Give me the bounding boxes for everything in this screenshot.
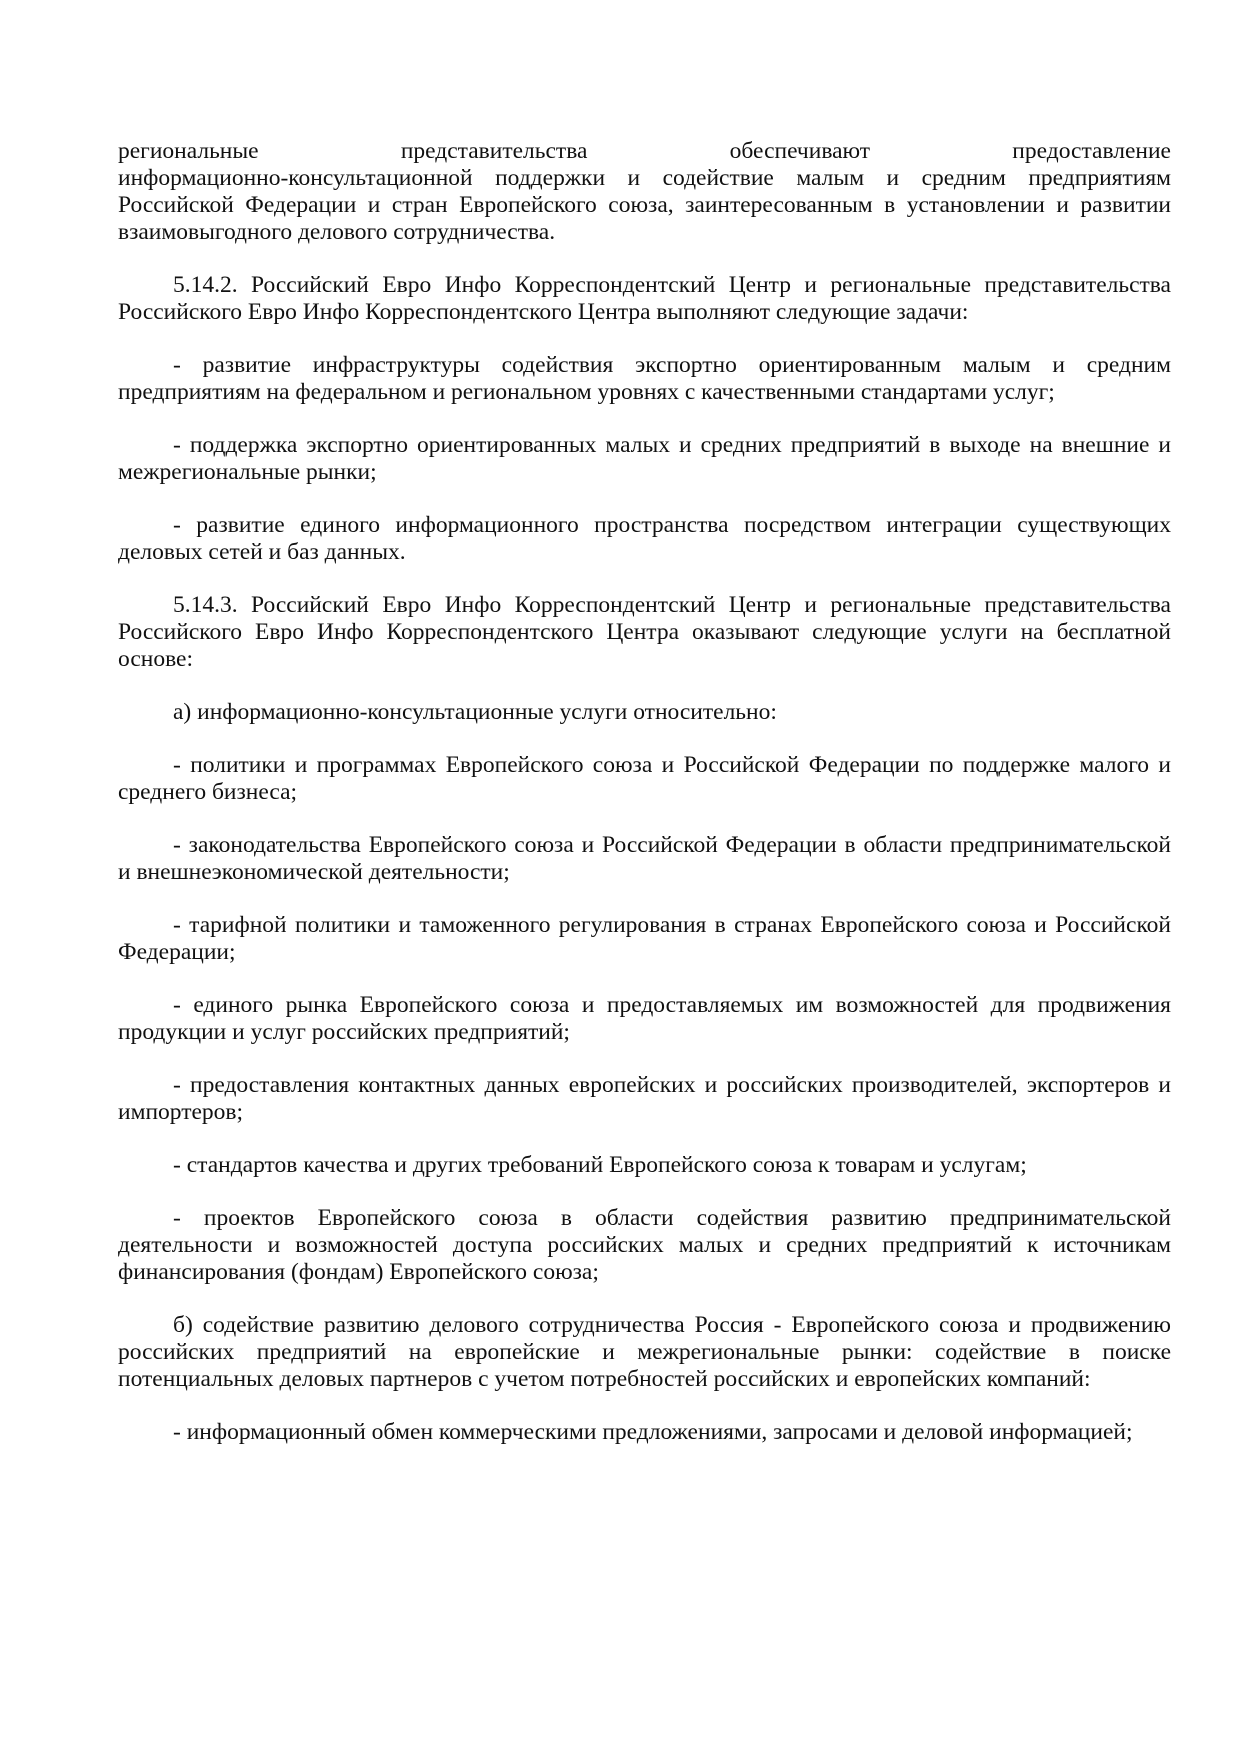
subsection-a: а) информационно-консультационные услуги относительно: [173, 699, 777, 725]
section-5-14-2: 5.14.2. Российский Евро Инфо Корреспондентский Центр и региональные представительства Российского Евро Инфо Корреспондентского Центра выполняют следующие задачи: [118, 272, 1171, 325]
section-5-14-3: 5.14.3. Российский Евро Инфо Корреспондентский Центр и региональные представительства Российского Евро Инфо Корреспондентского Центра оказывают следующие услуги на бесплатной основе: [118, 592, 1171, 672]
service-item-projects: - проектов Европейского союза в области содействия развитию предпринимательской деятельности и возможностей доступа российских малых и средних предприятий к источникам финансирования (фондам) Европейского союза; [118, 1205, 1171, 1285]
paragraph-first-line: региональные представительства обеспечивают предоставление [118, 138, 1171, 164]
paragraph-rest: информационно-консультационной поддержки и содействие малым и средним предприятиям Российской Федерации и стран Европейского союза, заинтересованным в установлении и развитии взаимовыгодного делового сотрудничества. [118, 165, 1171, 245]
service-item-contacts: - предоставления контактных данных европейских и российских производителей, экспортеров и импортеров; [118, 1072, 1171, 1125]
subsection-b: б) содействие развитию делового сотрудничества Россия - Европейского союза и продвижению российских предприятий на европейские и межрегиональные рынки: содействие в поиске потенциальных деловых партнеров с учетом потребностей российских и европейских компаний: [118, 1312, 1171, 1392]
service-item-legislation: - законодательства Европейского союза и Российской Федерации в области предпринимательской и внешнеэкономической деятельности; [118, 832, 1171, 885]
paragraph-continuation [118, 138, 1171, 246]
document-page [118, 138, 1171, 1472]
task-item-infrastructure: - развитие инфраструктуры содействия экспортно ориентированным малым и средним предприятиям на федеральном и региональном уровнях с качественными стандартами услуг; [118, 352, 1171, 405]
task-item-export-support: - поддержка экспортно ориентированных малых и средних предприятий в выходе на внешние и межрегиональные рынки; [118, 432, 1171, 485]
service-item-single-market: - единого рынка Европейского союза и предоставляемых им возможностей для продвижения продукции и услуг российских предприятий; [118, 992, 1171, 1045]
service-item-policy: - политики и программах Европейского союза и Российской Федерации по поддержке малого и среднего бизнеса; [118, 752, 1171, 805]
service-item-tariff: - тарифной политики и таможенного регулирования в странах Европейского союза и Российской Федерации; [118, 912, 1171, 965]
task-item-information-space: - развитие единого информационного пространства посредством интеграции существующих деловых сетей и баз данных. [118, 512, 1171, 565]
service-item-standards: - стандартов качества и других требований Европейского союза к товарам и услугам; [173, 1152, 1027, 1178]
service-item-information-exchange: - информационный обмен коммерческими предложениями, запросами и деловой информацией; [173, 1419, 1133, 1445]
